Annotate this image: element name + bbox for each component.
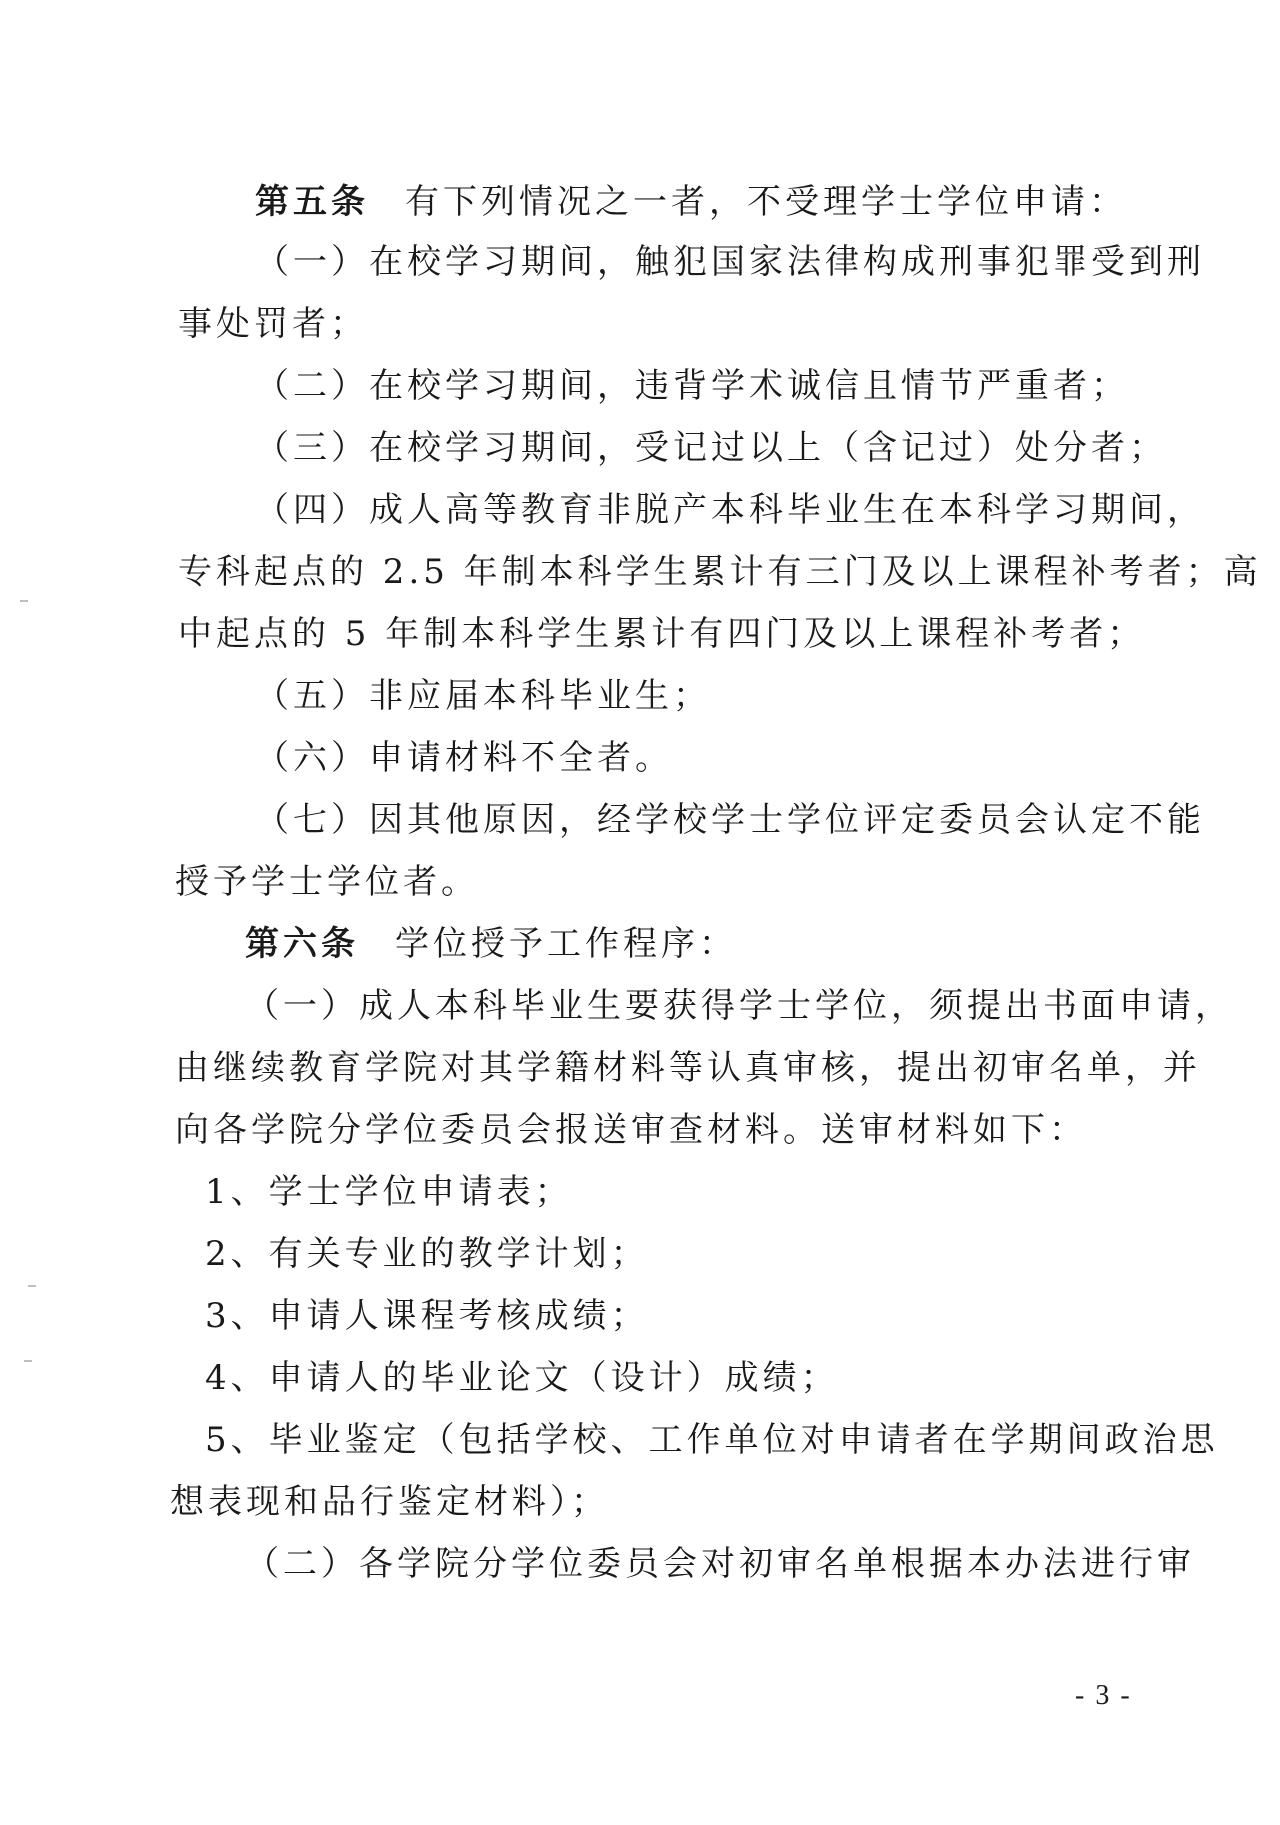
article-5-item-1-line-2: 事处罚者； — [178, 304, 368, 344]
article-5-item-7-line-1: （七）因其他原因，经学校学士学位评定委员会认定不能 — [255, 800, 1205, 840]
article-6-para-2-line-1: （二）各学院分学位委员会对初审名单根据本办法进行审 — [245, 1544, 1195, 1584]
article-5-item-1-line-1: （一）在校学习期间，触犯国家法律构成刑事犯罪受到刑 — [255, 242, 1205, 282]
article-5-item-7-line-2: 授予学士学位者。 — [175, 862, 479, 902]
article-5-item-3: （三）在校学习期间，受记过以上（含记过）处分者； — [255, 428, 1167, 468]
material-item-2: 2、有关专业的教学计划； — [205, 1234, 649, 1274]
article-5-item-4-line-3: 中起点的 5 年制本科学生累计有四门及以上课程补考者； — [178, 614, 1146, 654]
article-6-para-1-line-3: 向各学院分学位委员会报送审查材料。送审材料如下： — [175, 1110, 1087, 1150]
article-5-item-4-line-2: 专科起点的 2.5 年制本科学生累计有三门及以上课程补考者；高 — [178, 552, 1262, 592]
article-5-item-5: （五）非应届本科毕业生； — [255, 676, 711, 716]
article-5-heading: 第五条 — [255, 182, 369, 222]
material-item-4: 4、申请人的毕业论文（设计）成绩； — [205, 1358, 839, 1398]
article-6-line — [245, 922, 737, 966]
article-5-item-2: （二）在校学习期间，违背学术诚信且情节严重者； — [255, 366, 1129, 406]
material-item-5-line-2: 想表现和品行鉴定材料）； — [170, 1482, 609, 1522]
scan-speck — [20, 600, 28, 602]
scan-speck — [28, 1285, 36, 1287]
material-item-1: 1、学士学位申请表； — [205, 1172, 573, 1212]
article-5-intro: 有下列情况之一者，不受理学士学位申请： — [405, 182, 1127, 222]
article-6-para-1-line-1: （一）成人本科毕业生要获得学士学位，须提出书面申请， — [245, 986, 1233, 1026]
article-6-heading: 第六条 — [245, 924, 359, 964]
page-number: - 3 - — [1075, 1680, 1132, 1711]
material-item-5-line-1: 5、毕业鉴定（包括学校、工作单位对申请者在学期间政治思 — [205, 1420, 1219, 1460]
article-5-item-6: （六）申请材料不全者。 — [255, 738, 673, 778]
material-item-3: 3、申请人课程考核成绩； — [205, 1296, 649, 1336]
article-5-item-4-line-1: （四）成人高等教育非脱产本科毕业生在本科学习期间， — [255, 490, 1205, 530]
article-5-line — [255, 180, 1127, 224]
article-6-para-1-line-2: 由继续教育学院对其学籍材料等认真审核，提出初审名单，并 — [175, 1048, 1201, 1088]
scan-speck — [24, 1360, 32, 1362]
article-6-intro: 学位授予工作程序： — [395, 924, 737, 964]
